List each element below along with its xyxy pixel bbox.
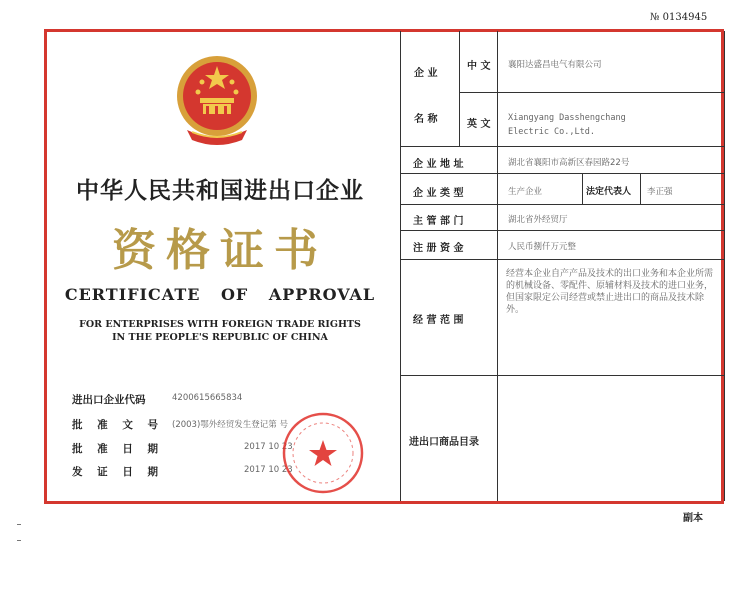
- certificate-main-title: 资格证书: [112, 225, 328, 276]
- table-divider: [400, 173, 724, 174]
- english-name-value-line-2: Electric Co.,Ltd.: [508, 127, 595, 137]
- business-scope-value: 经营本企业自产产品及技术的出口业务和本企业所需的机械设备、零配件、原辅材料及技术的进口业务，但国家限定公司经营或禁止进出口的商品及技术除外。: [506, 269, 714, 315]
- table-divider: [400, 375, 724, 376]
- copy-label: 副本: [683, 513, 703, 524]
- table-divider: [459, 31, 460, 146]
- scan-mark: [17, 524, 21, 525]
- supervising-department-value: 湖北省外经贸厅: [508, 215, 568, 225]
- table-divider: [400, 259, 724, 260]
- table-divider: [582, 173, 583, 204]
- table-left-border: [400, 31, 401, 501]
- issue-date-label: 发证日期: [72, 466, 158, 478]
- serial-number: № 0134945: [650, 12, 708, 23]
- certificate-title-cn: 中华人民共和国进出口企业: [76, 177, 364, 204]
- registered-capital-label: 注 册 资 金: [413, 243, 464, 254]
- approval-date-label: 批准日期: [72, 443, 158, 455]
- scan-mark: [17, 540, 21, 541]
- table-divider: [400, 204, 724, 205]
- enterprise-code-value: 4200615665834: [172, 393, 243, 403]
- table-divider: [640, 173, 641, 204]
- company-name-label-line-2: 名 称: [414, 114, 438, 125]
- supervising-department-label: 主 管 部 门: [413, 216, 464, 227]
- issue-date-value: 2017 10 23: [244, 465, 293, 475]
- business-scope-label: 经 营 范 围: [413, 315, 464, 326]
- approval-date-value: 2017 10 23: [244, 442, 293, 452]
- certificate-subtitle-line-1: FOR ENTERPRISES WITH FOREIGN TRADE RIGHTS: [79, 319, 361, 330]
- registered-capital-value: 人民币捌仟万元整: [508, 242, 577, 252]
- table-divider: [459, 92, 724, 93]
- enterprise-code-label: 进出口企业代码: [72, 394, 146, 406]
- certificate-title-en: CERTIFICATE OF APPROVAL: [64, 285, 376, 304]
- certificate-subtitle-line-2: IN THE PEOPLE'S REPUBLIC OF CHINA: [112, 332, 328, 343]
- official-seal-icon: [280, 410, 366, 496]
- table-divider: [497, 31, 498, 501]
- enterprise-type-label: 企 业 类 型: [413, 188, 464, 199]
- address-label: 企 业 地 址: [413, 159, 464, 170]
- chinese-name-value: 襄阳达盛昌电气有限公司: [508, 60, 602, 70]
- legal-representative-value: 李正强: [647, 187, 673, 197]
- table-divider: [400, 230, 724, 231]
- national-emblem-icon: [172, 52, 262, 148]
- english-name-value-line-1: Xiangyang Dasshengchang: [508, 113, 626, 123]
- address-value: 湖北省襄阳市高新区春园路22号: [508, 158, 630, 168]
- table-right-border: [724, 31, 725, 501]
- table-divider: [400, 146, 724, 147]
- approval-number-value: (2003)鄂外经贸发生登记第 号: [172, 420, 288, 430]
- chinese-name-label: 中 文: [467, 61, 491, 72]
- import-export-goods-label: 进出口商品目录: [409, 437, 479, 448]
- company-name-label-line-1: 企 业: [414, 68, 438, 79]
- enterprise-type-value: 生产企业: [508, 187, 543, 197]
- approval-number-label: 批准文号: [72, 419, 158, 431]
- legal-representative-label: 法定代表人: [586, 187, 632, 197]
- english-name-label: 英 文: [467, 119, 491, 130]
